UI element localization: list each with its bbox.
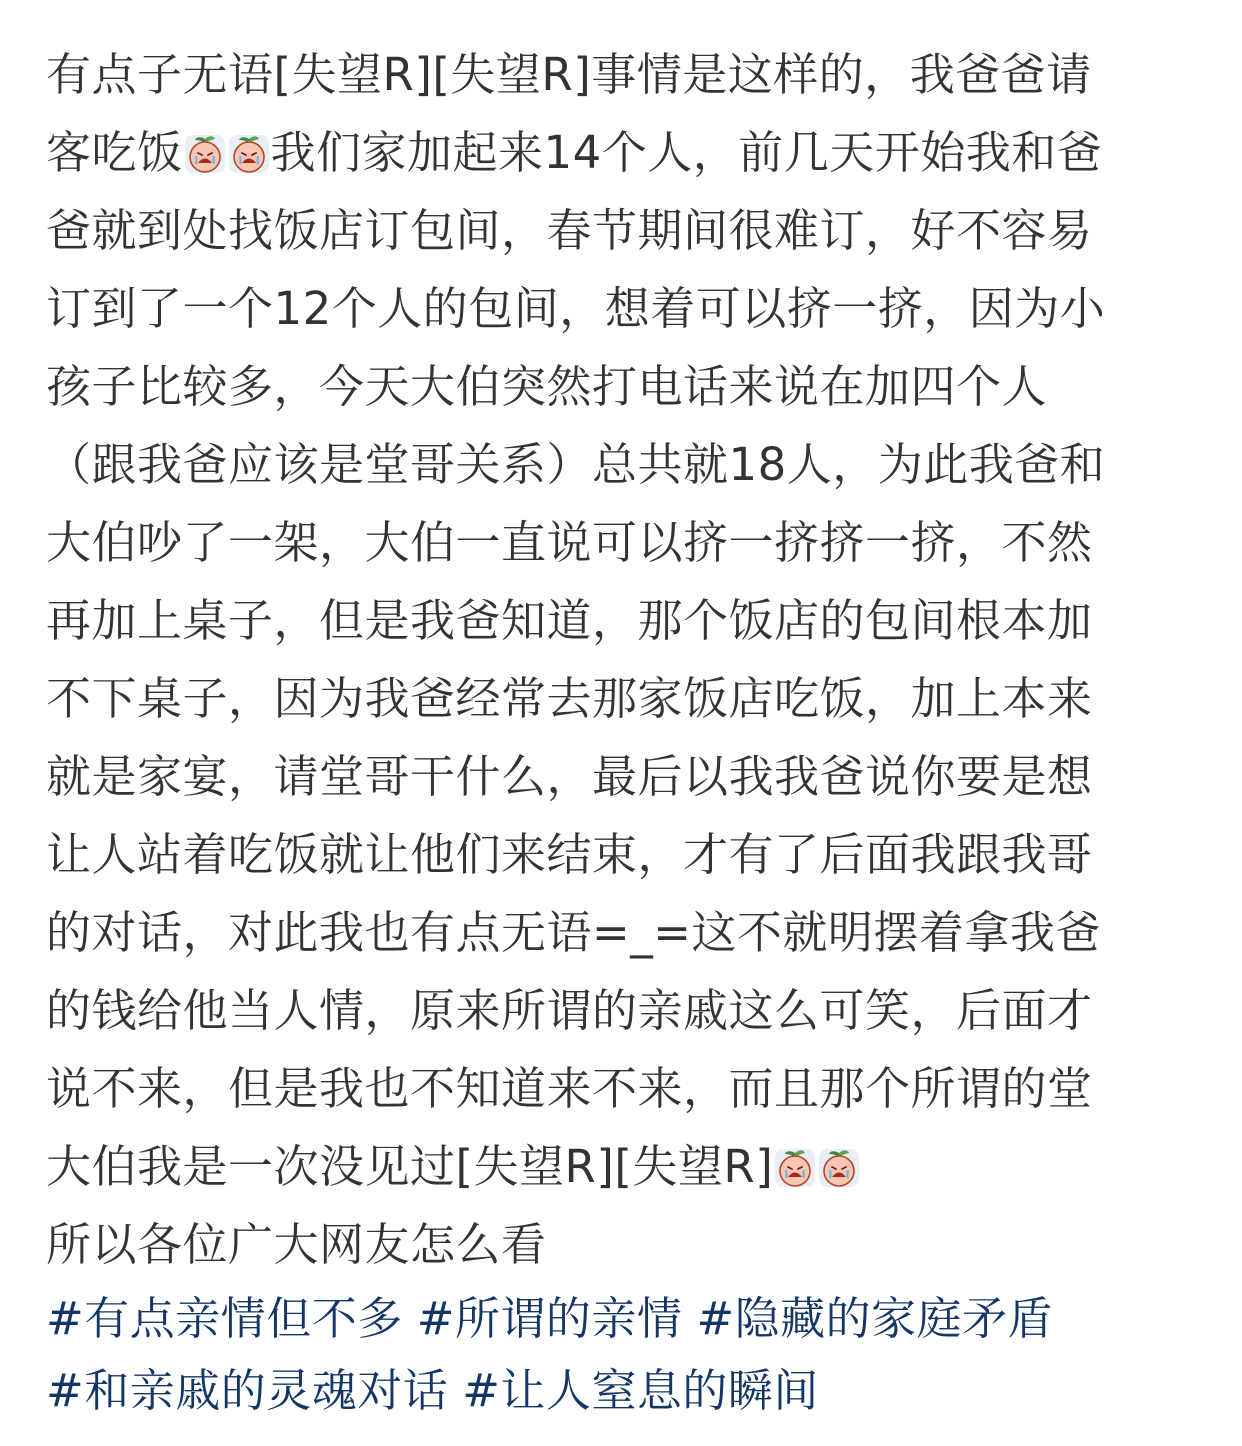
hashtag-link[interactable]: #所谓的亲情 xyxy=(416,1292,683,1345)
post-line: 客吃饭 我们家加起来14个人，前几天开始我和爸 xyxy=(46,126,1103,179)
hashtag-link[interactable]: #和亲戚的灵魂对话 xyxy=(46,1364,449,1417)
post-line: 的钱给他当人情，原来所谓的亲戚这么可笑，后面才 xyxy=(46,984,1093,1037)
post-line: 再加上桌子，但是我爸知道，那个饭店的包间根本加 xyxy=(46,594,1093,647)
hashtag-link[interactable]: #有点亲情但不多 xyxy=(46,1292,403,1345)
post-line: 让人站着吃饭就让他们来结束，才有了后面我跟我哥 xyxy=(46,828,1093,881)
crying-peach-icon xyxy=(184,132,226,174)
post-line: 大伯我是一次没见过[失望R][失望R] xyxy=(46,1128,1196,1206)
post-line: 的对话，对此我也有点无语=_=这不就明摆着拿我爸 xyxy=(46,906,1101,959)
crying-peach-icon xyxy=(228,132,270,174)
hashtag-list xyxy=(46,1283,1196,1427)
post-line: 有点子无语[失望R][失望R]事情是这样的，我爸爸请 xyxy=(46,48,1092,101)
post-line: 爸就到处找饭店订包间，春节期间很难订，好不容易 xyxy=(46,204,1093,257)
hashtag-line xyxy=(46,1283,1196,1355)
post-line: 大伯吵了一架，大伯一直说可以挤一挤挤一挤，不然 xyxy=(46,516,1093,569)
hashtag-link[interactable]: #让人窒息的瞬间 xyxy=(462,1364,819,1417)
post-line: 订到了一个12个人的包间，想着可以挤一挤，因为小 xyxy=(46,282,1106,335)
post-line: 孩子比较多，今天大伯突然打电话来说在加四个人 xyxy=(46,360,1048,413)
post-line: 不下桌子，因为我爸经常去那家饭店吃饭，加上本来 xyxy=(46,672,1093,725)
crying-peach-icon xyxy=(774,1146,816,1188)
post-line: 所以各位广大网友怎么看 xyxy=(46,1218,547,1271)
hashtag-line xyxy=(46,1355,1196,1427)
hashtag-link[interactable]: #隐藏的家庭矛盾 xyxy=(696,1292,1054,1345)
crying-peach-icon xyxy=(818,1146,860,1188)
post-line: （跟我爸应该是堂哥关系）总共就18人，为此我爸和 xyxy=(46,438,1106,491)
post-line: 说不来，但是我也不知道来不来，而且那个所谓的堂 xyxy=(46,1062,1093,1115)
post-body xyxy=(46,36,1196,1284)
post-line: 就是家宴，请堂哥干什么，最后以我我爸说你要是想 xyxy=(46,750,1093,803)
